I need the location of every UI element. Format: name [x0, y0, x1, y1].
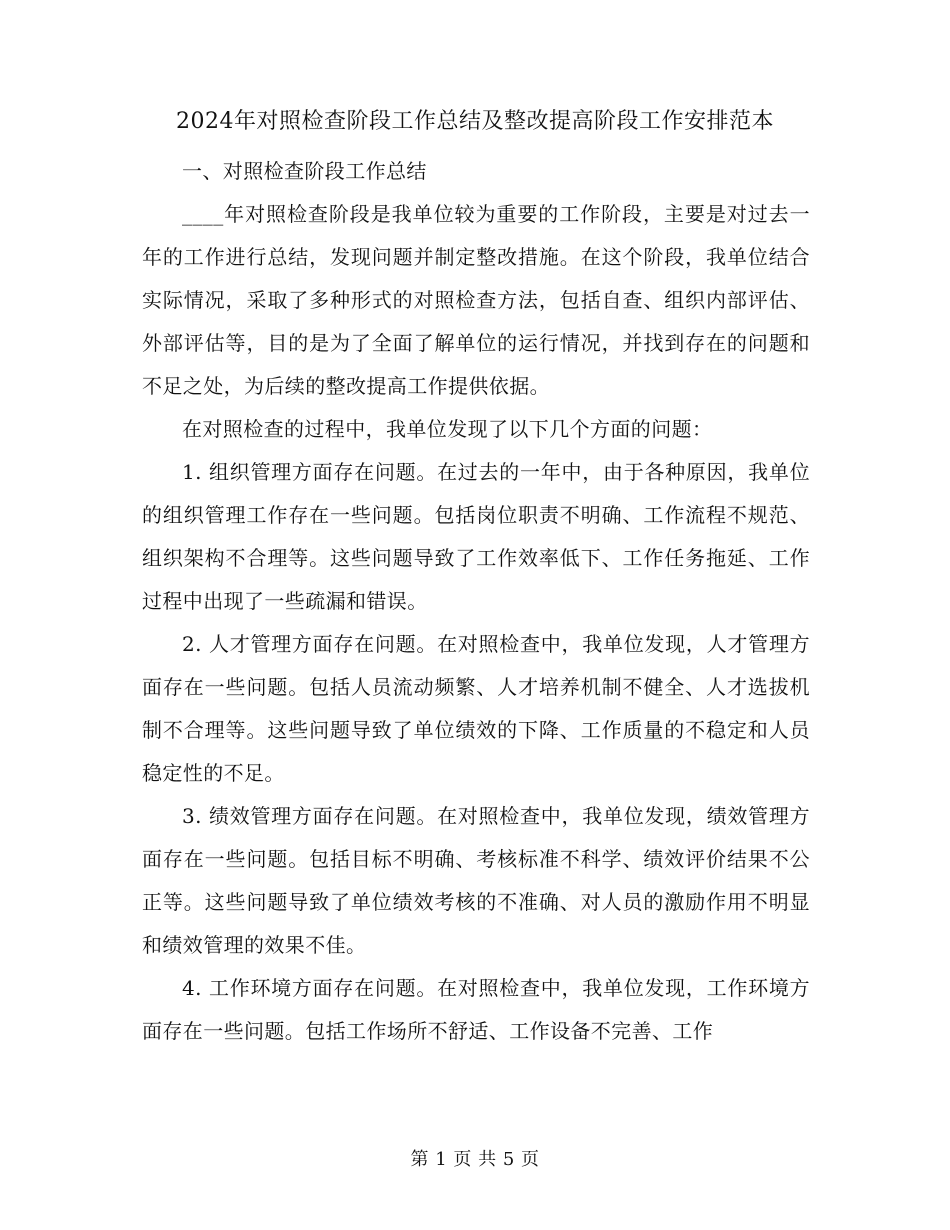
document-body	[142, 150, 810, 1053]
paragraph: ____年对照检查阶段是我单位较为重要的工作阶段，主要是对过去一年的工作进行总结，发现问题并制定整改措施。在这个阶段，我单位结合实际情况，采取了多种形式的对照检查方法，包括自查、组织内部评估、外部评估等，目的是为了全面了解单位的运行情况，并找到存在的问题和不足之处，为后续的整改提高工作提供依据。	[142, 202, 810, 398]
document-title: 2024年对照检查阶段工作总结及整改提高阶段工作安排范本	[176, 109, 774, 134]
paragraph: 4. 工作环境方面存在问题。在对照检查中，我单位发现，工作环境方面存在一些问题。包括工作场所不舒适、工作设备不完善、工作	[142, 976, 810, 1043]
paragraph: 3. 绩效管理方面存在问题。在对照检查中，我单位发现，绩效管理方面存在一些问题。包括目标不明确、考核标准不科学、绩效评价结果不公正等。这些问题导致了单位绩效考核的不准确、对人员的激励作用不明显和绩效管理的效果不佳。	[142, 804, 810, 957]
page-footer: 第 1 页 共 5 页	[410, 1149, 540, 1170]
section-heading: 一、对照检查阶段工作总结	[182, 159, 427, 183]
paragraph: 2. 人才管理方面存在问题。在对照检查中，我单位发现，人才管理方面存在一些问题。包括人员流动频繁、人才培养机制不健全、人才选拔机制不合理等。这些问题导致了单位绩效的下降、工作质量的不稳定和人员稳定性的不足。	[142, 632, 810, 785]
paragraph: 1. 组织管理方面存在问题。在过去的一年中，由于各种原因，我单位的组织管理工作存在一些问题。包括岗位职责不明确、工作流程不规范、组织架构不合理等。这些问题导致了工作效率低下、工作任务拖延、工作过程中出现了一些疏漏和错误。	[142, 460, 810, 613]
paragraph: 在对照检查的过程中，我单位发现了以下几个方面的问题：	[182, 417, 713, 441]
